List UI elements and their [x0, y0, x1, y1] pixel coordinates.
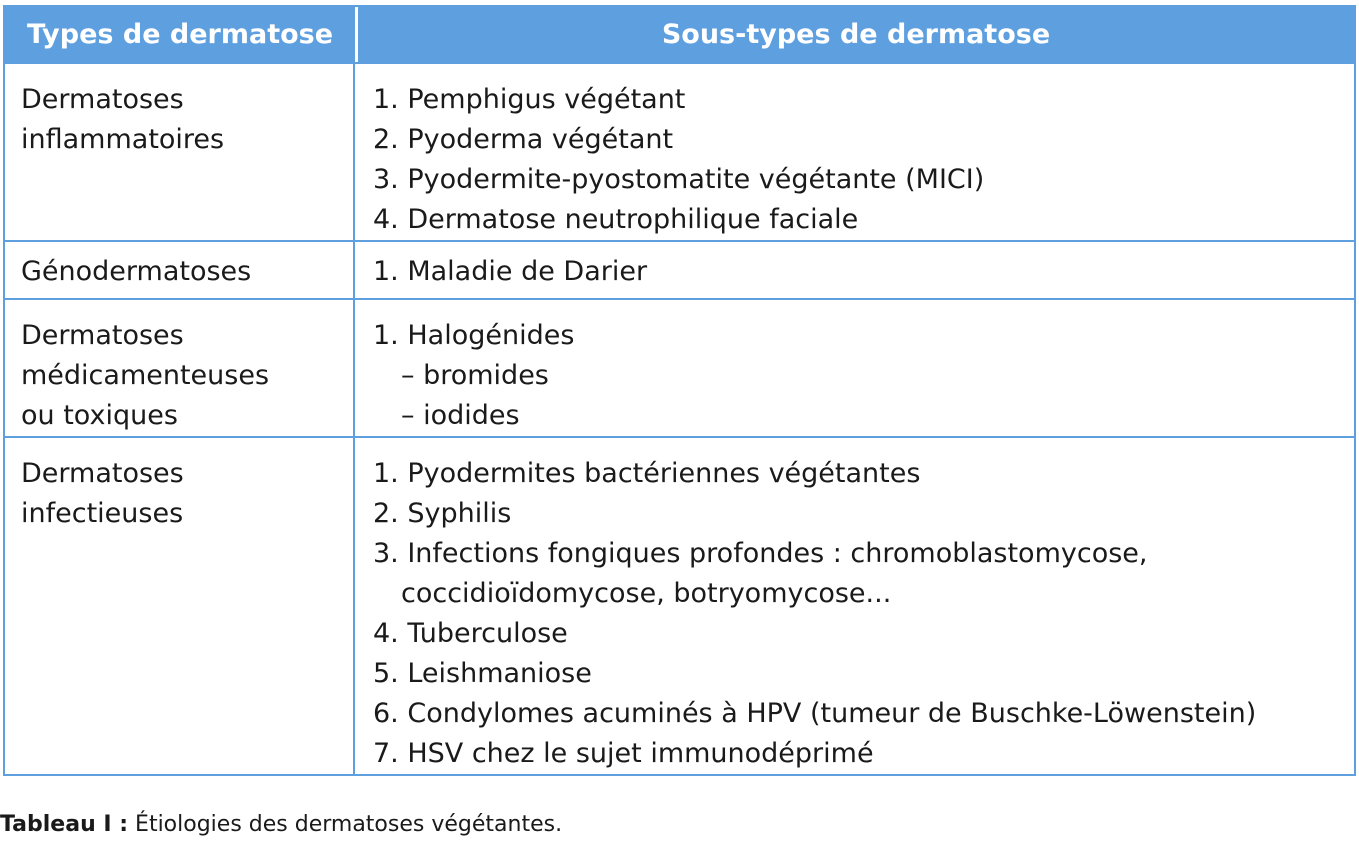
subtype-subitem: – iodides — [401, 400, 520, 431]
subtypes-cell — [355, 64, 1354, 240]
type-cell — [5, 300, 355, 436]
subtype-item: 1. Pyodermites bactériennes végétantes — [373, 458, 921, 489]
type-line: médicamenteuses — [21, 360, 270, 391]
subtypes-cell — [355, 300, 1354, 436]
subtype-item: 3. Infections fongiques profondes : chromoblastomycose, — [373, 538, 1148, 569]
type-cell — [5, 242, 355, 298]
subtype-item: 6. Condylomes acuminés à HPV (tumeur de Buschke-Löwenstein) — [373, 698, 1257, 729]
header-types: Types de dermatose — [5, 7, 358, 62]
subtype-item: 2. Pyoderma végétant — [373, 124, 674, 155]
type-line: ou toxiques — [21, 400, 178, 431]
table-caption — [0, 812, 562, 837]
subtype-item: 4. Dermatose neutrophilique faciale — [373, 204, 859, 235]
subtype-subitem: – bromides — [401, 360, 549, 391]
caption-label: Tableau I : — [0, 812, 129, 837]
subtype-continuation: coccidioïdomycose, botryomycose... — [401, 578, 892, 609]
subtype-item: 1. Pemphigus végétant — [373, 84, 686, 115]
subtypes-cell — [355, 242, 1354, 298]
type-line: Dermatoses — [21, 320, 184, 351]
subtype-item: 1. Halogénides — [373, 320, 575, 351]
subtype-item: 2. Syphilis — [373, 498, 512, 529]
etiology-table — [3, 5, 1356, 776]
type-line: infectieuses — [21, 498, 184, 529]
type-line: Dermatoses — [21, 84, 184, 115]
table-header — [5, 7, 1354, 62]
subtype-item: 5. Leishmaniose — [373, 658, 592, 689]
header-subtypes: Sous-types de dermatose — [661, 19, 1051, 50]
table-row-infectieuses — [5, 436, 1354, 774]
table-row-inflammatoires — [5, 62, 1354, 240]
type-line: Génodermatoses — [21, 256, 252, 287]
type-line: Dermatoses — [21, 458, 184, 489]
table-row-genodermatoses — [5, 240, 1354, 298]
subtypes-cell — [355, 438, 1354, 774]
subtype-item: 3. Pyodermite-pyostomatite végétante (MICI) — [373, 164, 985, 195]
subtype-item: 1. Maladie de Darier — [373, 256, 648, 287]
type-cell — [5, 438, 355, 774]
type-cell — [5, 64, 355, 240]
type-line: inflammatoires — [21, 124, 225, 155]
subtype-item: 4. Tuberculose — [373, 618, 568, 649]
caption-text: Étiologies des dermatoses végétantes. — [128, 812, 563, 837]
table-row-medicamenteuses — [5, 298, 1354, 436]
subtype-item: 7. HSV chez le sujet immunodéprimé — [373, 738, 874, 769]
